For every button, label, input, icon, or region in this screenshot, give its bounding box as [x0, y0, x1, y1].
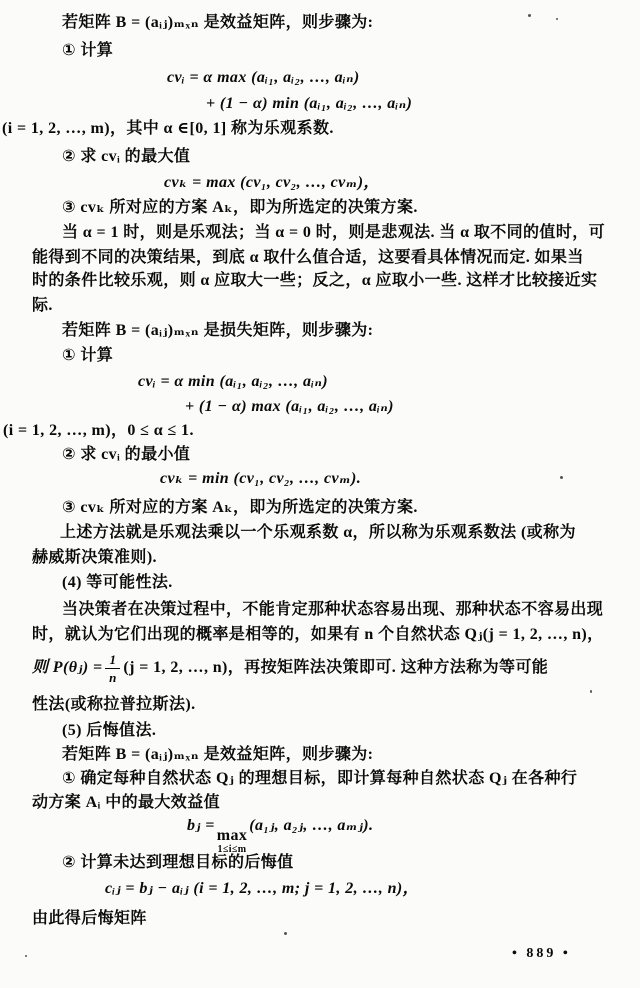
line-step2-label: ② 求 cvᵢ 的最大值	[62, 148, 191, 165]
formula-cv-min-line1: cvᵢ = α min (aᵢ₁, aᵢ₂, …, aᵢₙ)	[138, 373, 328, 390]
line-range-alpha: (i = 1, 2, …, m)，0 ≤ α ≤ 1.	[3, 422, 194, 439]
formula-ideal-target	[187, 815, 373, 855]
scan-speck	[556, 18, 558, 20]
scan-speck	[560, 476, 563, 479]
line-benefit-intro: 若矩阵 B = (aᵢⱼ)ₘₓₙ 是效益矩阵，则步骤为:	[62, 14, 374, 31]
fraction-one-over-n	[105, 653, 120, 684]
formula-regret: cᵢⱼ = bⱼ − aᵢⱼ (i = 1, 2, …, m; j = 1, 2, …, n)，	[105, 880, 420, 897]
equal-method-text: (j = 1, 2, …, n)，再按矩阵法决策即可. 这种方法称为	[123, 659, 499, 677]
line-step3b-label: ③ cvₖ 所对应的方案 Aₖ，即为所选定的决策方案.	[62, 499, 418, 516]
max-limits: 1≤i≤m	[217, 844, 247, 855]
scan-speck	[25, 955, 27, 957]
term-equal-possibility-part2: 性法	[32, 696, 65, 713]
formula-cv-min-line2: + (1 − α) max (aᵢ₁, aᵢ₂, …, aᵢₙ)	[185, 398, 394, 415]
term-equal-possibility-part1: 等可能	[498, 659, 549, 677]
bj-equals: bⱼ =	[187, 817, 215, 834]
line-step1c-line2: 动方案 Aᵢ 中的最大效益值	[32, 794, 220, 811]
prob-formula-pre: 则 P(θⱼ) =	[32, 659, 103, 677]
line-regret-matrix	[32, 908, 147, 929]
scan-speck	[528, 14, 531, 17]
paragraph-alpha-line3: 时的条件比较乐观，则 α 应取大一些；反之，α 应取小一些. 这样才比较接近实	[32, 272, 598, 289]
line-hurwicz-1	[60, 522, 576, 543]
line-loss-intro: 若矩阵 B = (aᵢⱼ)ₘₓₙ 是损失矩阵，则步骤为:	[62, 322, 374, 339]
line-benefit-intro-2: 若矩阵 B = (aᵢⱼ)ₘₓₙ 是效益矩阵，则步骤为:	[62, 746, 374, 763]
line-range-optimism	[2, 118, 334, 139]
laplace-paren: (或称	[64, 696, 104, 713]
hurwicz-paren: (或称为	[516, 524, 576, 541]
max-operator: max	[216, 827, 248, 844]
formula-cv-max-line2: + (1 − α) min (aᵢ₁, aᵢ₂, …, aᵢₙ)	[206, 95, 413, 112]
formula-cvk-max: cvₖ = max (cv₁, cv₂, …, cvₘ)，	[164, 174, 380, 191]
hurwicz-pre: 上述方法就是乐观法乘以一个乐观系数 α，所以称为	[60, 524, 435, 541]
fraction-numerator: 1	[105, 653, 120, 669]
line-step2c-label	[62, 852, 294, 873]
heading-section-5: (5) 后悔值法.	[62, 722, 157, 739]
paragraph-alpha-line1: 当 α = 1 时，则是乐观法；当 α = 0 时，则是悲观法. 当 α 取不同的值时，可	[62, 224, 606, 241]
paragraph-alpha-line4: 际.	[32, 297, 53, 314]
fraction-denominator: n	[109, 670, 117, 685]
heading-section-4: (4) 等可能性法.	[62, 574, 173, 591]
term-optimism-coefficient: 乐观系数	[263, 120, 330, 137]
line-step3-label: ③ cvₖ 所对应的方案 Aₖ，即为所选定的决策方案.	[62, 199, 418, 216]
term-regret-matrix: 由此得后悔矩阵	[32, 910, 147, 927]
line-step1-label: ① 计算	[62, 42, 114, 59]
max-arguments: (a₁ⱼ, a₂ⱼ, …, aₘⱼ).	[249, 817, 374, 834]
line-step2b-label: ② 求 cvᵢ 的最小值	[62, 446, 191, 463]
range-period: .	[329, 120, 334, 137]
term-laplace-method: 拉普拉斯法	[103, 696, 186, 713]
scan-speck	[590, 690, 592, 693]
regret-value-pre: ② 计算未达到理想目标的	[62, 854, 245, 871]
paragraph-equal-line4	[32, 694, 196, 715]
line-step1b-label: ① 计算	[62, 347, 114, 364]
paragraph-alpha-line2: 能得到不同的决策结果，到底 α 取什么值合适，这要看具体情况而定. 如果当	[32, 249, 584, 266]
term-hurwicz-criterion: 赫威斯决策准则	[32, 549, 147, 566]
term-regret-value: 后悔值	[244, 854, 294, 871]
line-step1c-line1: ① 确定每种自然状态 Qⱼ 的理想目标，即计算每种自然状态 Qⱼ 在各种行	[62, 770, 578, 787]
formula-cvk-min: cvₖ = min (cv₁, cv₂, …, cvₘ).	[160, 470, 362, 487]
scan-speck	[284, 932, 287, 935]
paragraph-equal-line2: 时，就认为它们出现的概率是相等的，如果有 n 个自然状态 Qⱼ(j = 1, 2, …, n)，	[32, 626, 604, 643]
paragraph-equal-line1: 当决策者在决策过程中，不能肯定那种状态容易出现、那种状态不容易出现	[62, 601, 604, 618]
paragraph-equal-line3	[32, 653, 548, 684]
formula-cv-max-line1: cvᵢ = α max (aᵢ₁, aᵢ₂, …, aᵢₙ)	[167, 69, 360, 86]
hurwicz-close: ).	[146, 549, 157, 566]
range-text: (i = 1, 2, …, m)，其中 α ∈[0, 1] 称为	[2, 120, 264, 137]
laplace-close: ).	[185, 696, 196, 713]
page-number: • 889 •	[512, 946, 571, 961]
max-operator-with-limits	[217, 828, 248, 855]
line-hurwicz-2	[32, 547, 157, 568]
term-optimism-coefficient-method: 乐观系数法	[434, 524, 517, 541]
